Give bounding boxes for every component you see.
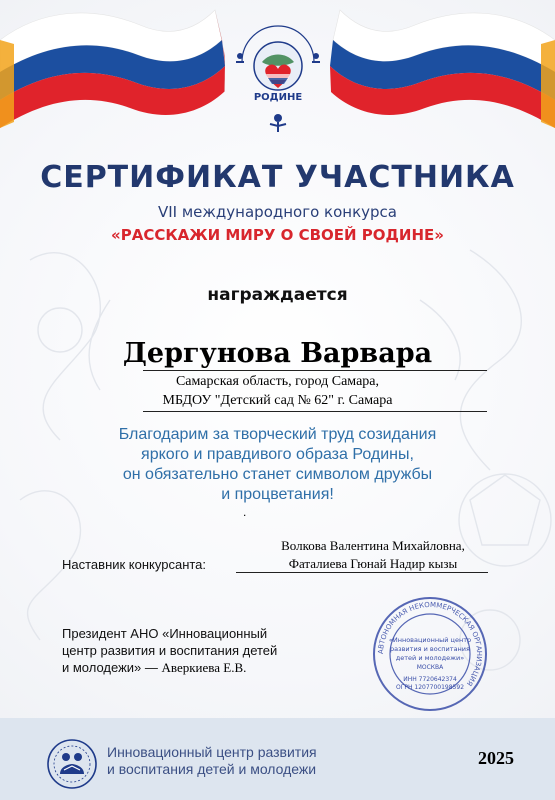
stamp-center-line: развития и воспитания xyxy=(390,645,470,653)
flag-ribbon-left xyxy=(0,0,225,140)
flag-ribbon-right xyxy=(330,0,555,140)
stamp-ogrn: ОГРН 1207700198592 xyxy=(395,684,465,691)
footer-org-line: Инновационный центр развития xyxy=(107,744,317,760)
mentor-names xyxy=(248,537,498,573)
mentor-underline xyxy=(236,572,488,573)
president-signature-block xyxy=(62,625,362,676)
participant-institution: МБДОУ "Детский сад № 62" г. Самара xyxy=(162,393,393,408)
stamp-center-line: детей и молодежи» xyxy=(395,654,465,662)
mentor-label: Наставник конкурсанта: xyxy=(62,557,207,572)
thanks-line: Благодарим за творческий труд созидания xyxy=(118,426,437,443)
participant-location: Самарская область, город Самара, xyxy=(175,374,380,389)
stamp-inn: ИНН 7720642374 xyxy=(403,676,457,683)
president-line: центр развития и воспитания детей xyxy=(62,643,278,658)
thanks-line: и процветания! xyxy=(221,486,334,503)
footer-band xyxy=(0,718,555,800)
awarded-label: награждается xyxy=(207,285,348,305)
president-name: Аверкиева Е.В. xyxy=(161,660,247,675)
organization-stamp xyxy=(372,596,488,712)
separator-dot: . xyxy=(243,505,247,519)
certificate-year: 2025 xyxy=(478,748,514,768)
logo-caption: РОДИНЕ xyxy=(253,92,303,103)
stamp-center-line: «Инновационный центр xyxy=(388,636,472,644)
footer-org-line: и воспитания детей и молодежи xyxy=(107,761,317,777)
president-line-text: и молодежи» — xyxy=(62,660,162,675)
thanks-message xyxy=(60,425,495,505)
institution-underline xyxy=(143,411,487,412)
footer-organization xyxy=(107,744,317,778)
children-emblem-icon xyxy=(46,738,98,790)
certificate-title: СЕРТИФИКАТ УЧАСТНИКА xyxy=(40,160,515,195)
mentor-name: Фаталиева Гюнай Надир кызы xyxy=(288,556,458,571)
contest-logo xyxy=(226,22,330,134)
stamp-center-line: МОСКВА xyxy=(416,664,444,671)
president-line: Президент АНО «Инновационный xyxy=(62,626,268,641)
name-underline xyxy=(143,370,487,371)
mentor-name: Волкова Валентина Михайловна, xyxy=(281,538,465,553)
globe-heart-icon xyxy=(226,22,330,134)
contest-subtitle: VII международного конкурса xyxy=(157,203,397,221)
president-line xyxy=(62,659,362,676)
stamp-ring-text: АВТОНОМНАЯ НЕКОММЕРЧЕСКАЯ ОРГАНИЗАЦИЯ xyxy=(376,600,484,688)
thanks-line: яркого и правдивого образа Родины, xyxy=(141,446,414,463)
participant-name: Дергунова Варвара xyxy=(122,338,433,369)
thanks-line: он обязательно станет символом дружбы xyxy=(122,466,433,483)
contest-name: «РАССКАЖИ МИРУ О СВОЕЙ РОДИНЕ» xyxy=(111,226,444,244)
